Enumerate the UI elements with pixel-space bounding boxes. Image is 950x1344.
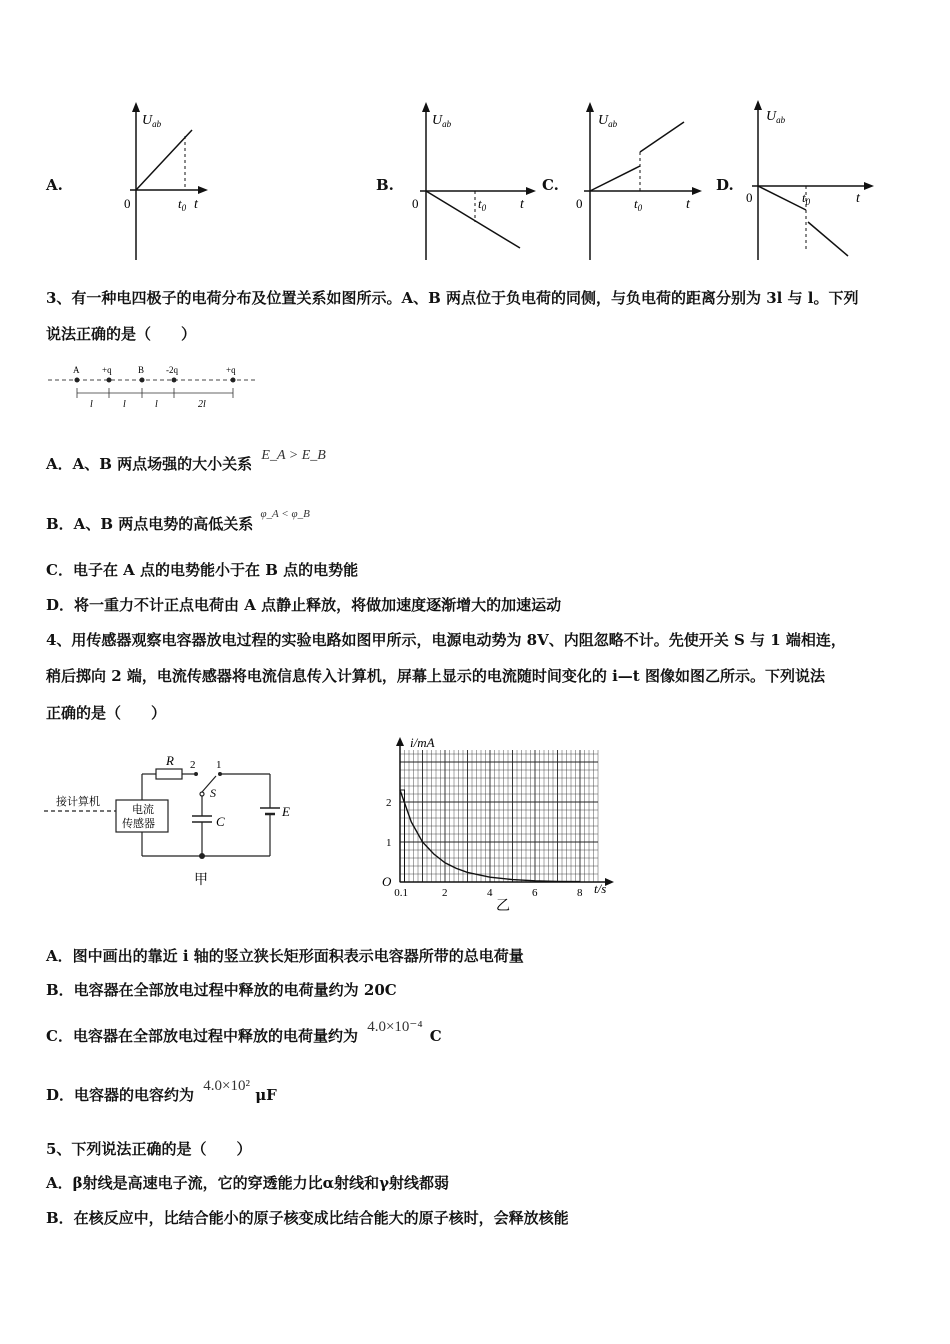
svg-text:l: l	[123, 399, 126, 410]
x-tick-label: 4	[487, 887, 493, 899]
option-label-c: C.	[542, 176, 559, 194]
chart-caption: 乙	[496, 899, 510, 914]
y-axis-label: i/mA	[410, 735, 435, 750]
svg-text:t0: $t_0$	[178, 196, 187, 213]
svg-text:t0: $t_0$	[478, 196, 487, 213]
point-b	[140, 378, 145, 383]
y-tick-label: 1	[386, 837, 392, 849]
svg-text:t0: $t_0$	[802, 190, 811, 207]
svg-text:l: l	[90, 399, 93, 410]
svg-text:-2q: -2q	[166, 365, 178, 375]
q3-option-c: C．电子在 A 点的电势能小于在 B 点的电势能	[46, 561, 359, 579]
svg-text:t0: $t_0$	[634, 196, 643, 213]
q3-option-a: A．A、B 两点场强的大小关系 E_A > E_B	[46, 448, 326, 473]
svg-text:Uab: $U_{ab}$	[432, 113, 452, 129]
svg-text:电流: 电流	[132, 804, 154, 816]
svg-text:Uab: $U_{ab}$	[142, 113, 162, 129]
option-label-d: D.	[716, 176, 734, 194]
origin-label: O	[382, 874, 392, 889]
graph-b-plot	[392, 100, 542, 265]
q4-stem-line2: 稍后掷向 2 端，电流传感器将电流信息传入计算机，屏幕上显示的电流随时间变化的 i—t 图像如图乙所示。下列说法	[46, 667, 825, 685]
y-tick-label: 2	[386, 797, 392, 809]
svg-text:2l: 2l	[198, 399, 206, 410]
svg-text:E: E	[282, 804, 290, 819]
q5-stem: 5、下列说法正确的是（ ）	[46, 1140, 252, 1158]
resistor-r	[156, 769, 182, 779]
point-a	[75, 378, 80, 383]
q5-option-b: B．在核反应中，比结合能小的原子核变成比结合能大的原子核时，会释放核能	[46, 1209, 569, 1227]
graph-d-plot	[744, 98, 884, 265]
q4-stem-line3: 正确的是（ ）	[46, 704, 167, 722]
svg-text:接计算机: 接计算机	[56, 796, 100, 808]
x-axis-label: t/s	[594, 881, 607, 896]
option-label-b: B.	[376, 176, 394, 194]
q3-option-b: B．A、B 两点电势的高低关系 $^{\varphi\_A < \varphi\_B}$	[46, 508, 310, 533]
svg-text:甲: 甲	[194, 873, 208, 888]
current-time-chart	[372, 732, 632, 916]
q4-stem-line1: 4、用传感器观察电容器放电过程的实验电路如图甲所示，电源电动势为 8V、内阻忽略不计。先使开关 S 与 1 端相连，	[46, 631, 846, 649]
svg-text:t: t	[686, 197, 690, 212]
q4-option-c-formula: 4.0×10⁻⁴	[367, 1019, 423, 1035]
q3-option-b-formula: φ_A < φ_B	[260, 508, 310, 520]
q4-option-b: B．电容器在全部放电过程中释放的电荷量约为 20C	[46, 981, 397, 999]
charge-plus-q-2	[231, 378, 236, 383]
svg-text:Uab: $U_{ab}$	[598, 113, 618, 129]
svg-text:R: R	[166, 753, 174, 768]
q3-option-d: D．将一重力不计正点电荷由 A 点静止释放，将做加速度逐渐增大的加速运动	[46, 596, 562, 614]
svg-text:A: A	[73, 365, 80, 375]
svg-text:2: 2	[190, 759, 196, 771]
q4-option-d: D．电容器的电容约为 4.0×10² μF	[46, 1078, 277, 1104]
svg-text:+q: +q	[226, 365, 236, 375]
charge-plus-q-1	[107, 378, 112, 383]
graph-c-plot	[570, 100, 710, 265]
q3-stem-line1: 3、有一种电四极子的电荷分布及位置关系如图所示。A、B 两点位于负电荷的同侧，与负电荷的距离分别为 3l 与 l。下列	[46, 289, 859, 307]
svg-text:0: 0	[576, 196, 583, 211]
circuit-diagram	[44, 752, 314, 892]
svg-text:C: C	[216, 814, 225, 829]
graph-option-a	[40, 100, 210, 265]
svg-text:+q: +q	[102, 365, 112, 375]
charge-minus-2q	[172, 378, 177, 383]
x-tick-label: 0.1	[394, 887, 408, 899]
option-label-a: A.	[46, 176, 63, 194]
svg-text:t: t	[856, 191, 860, 206]
svg-text:B: B	[138, 365, 145, 375]
svg-text:0: 0	[746, 190, 753, 205]
svg-text:S: S	[210, 786, 216, 800]
x-tick-label: 6	[532, 887, 538, 899]
graph-option-d	[714, 98, 884, 265]
q5-option-a: A．β射线是高速电子流，它的穿透能力比α射线和γ射线都弱	[46, 1174, 450, 1192]
svg-text:l: l	[155, 399, 158, 410]
graph-option-c	[540, 100, 710, 265]
graph-option-b	[372, 100, 542, 265]
svg-text:1: 1	[216, 759, 222, 771]
svg-text:Uab: $U_{ab}$	[766, 109, 786, 125]
q4-option-d-formula: 4.0×10²	[203, 1078, 250, 1094]
x-tick-label: 2	[442, 887, 448, 899]
q3-option-a-formula: E_A > E_B	[261, 448, 326, 463]
svg-text:t: t	[194, 197, 198, 212]
x-tick-label: 8	[577, 887, 583, 899]
svg-text:0: 0	[412, 196, 419, 211]
q3-stem-line2: 说法正确的是（ ）	[46, 325, 197, 343]
svg-text:传感器: 传感器	[122, 818, 155, 830]
svg-text:t: t	[520, 197, 524, 212]
q4-option-a: A．图中画出的靠近 i 轴的竖立狭长矩形面积表示电容器所带的总电荷量	[46, 947, 524, 965]
graph-a-plot	[80, 100, 210, 265]
svg-text:0: 0	[124, 196, 131, 211]
quadrupole-diagram	[46, 360, 266, 412]
chart-grid	[400, 750, 598, 882]
q4-option-c: C．电容器在全部放电过程中释放的电荷量约为 4.0×10⁻⁴ C	[46, 1019, 442, 1045]
